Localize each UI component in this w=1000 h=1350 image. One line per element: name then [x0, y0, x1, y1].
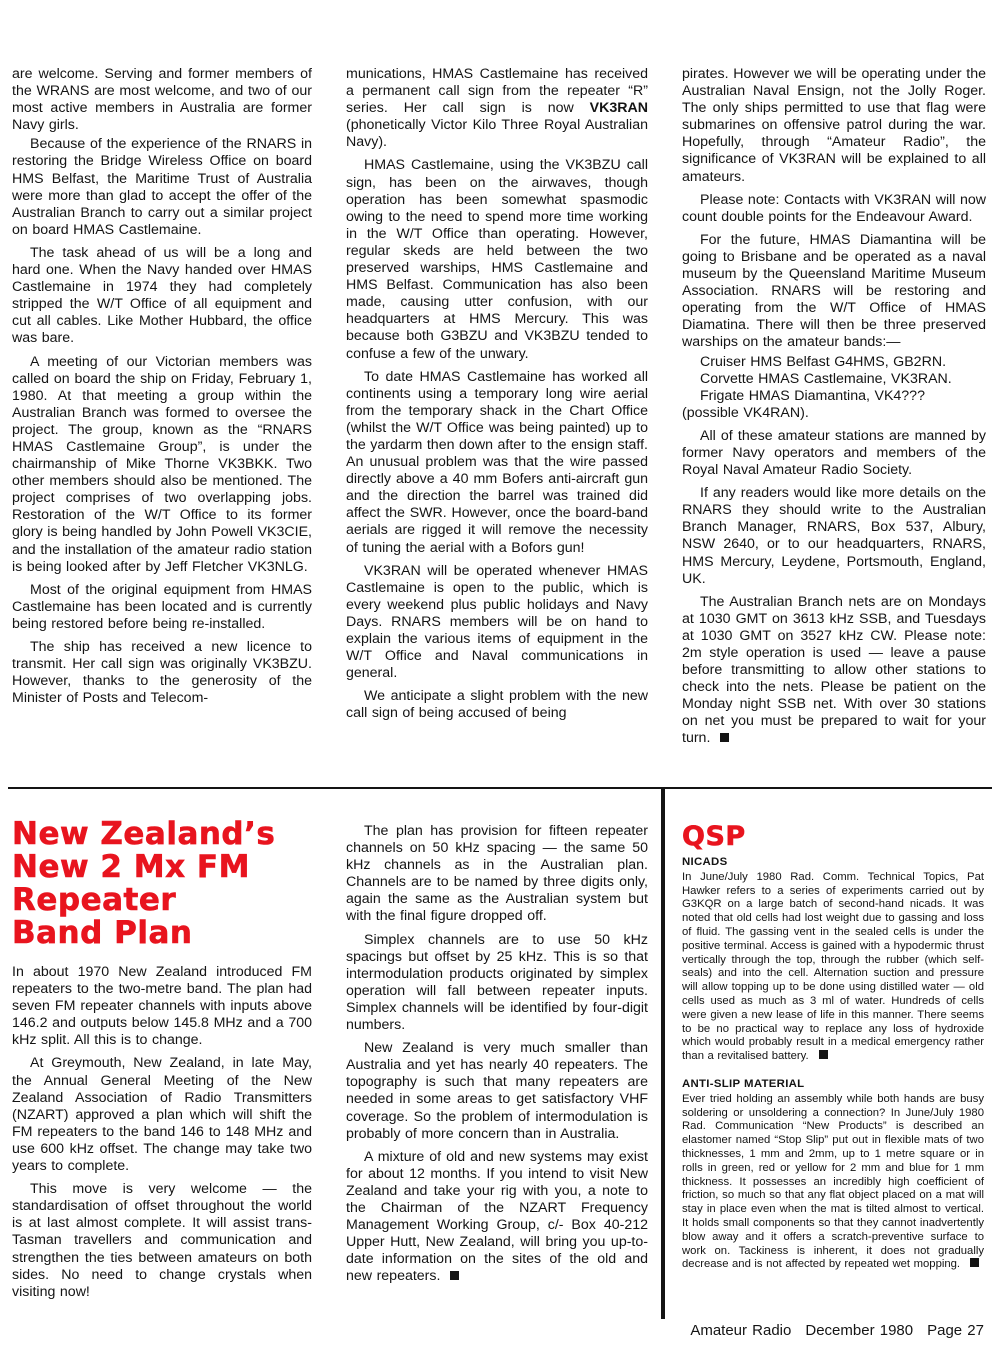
- text-run: Ever tried holding an assembly while both hands are busy soldering or unsoldering a connection? In June/July 1980 Rad. Communication “New Products” is described an elastomer named “Stop Slip” put out in flexible mats of two thicknesses, 1 mm and 2mm, up to 1 metre square or in rolls in green, red or yellow for 2 mm and blue for 1 mm thickness. It possesses an incredibly high coefficient of friction, so much so that any flat object placed on a mat will stay in place even when the mat is tilted almost to vertical. It holds small components so that they cannot inadvertently blow away and it offers a scratch-preventive surface to work on. Tackiness is inherent, it does not gradually decrease and is not affected by repeated wet mopping.: [682, 1092, 984, 1271]
- paragraph: pirates. However we will be operating under the Australian Naval Ensign, not the Jolly Roger. The only ships permitted to use that flag were submarines on offensive patrol during the war. Hopefully, through “Amateur Radio”, the significance of VK3RAN will be explained to all amateurs.: [682, 66, 986, 185]
- headline-line: New Zealand’s: [12, 816, 276, 852]
- antislip-heading: ANTI-SLIP MATERIAL: [682, 1077, 805, 1090]
- text-run: In June/July 1980 Rad. Comm. Technical Topics, Pat Hawker refers to a series of experiments carried out by G3KQR on a large batch of second-hand nicads. It was noted that old cells had lost weight due to gassing and loss of fluid. The gassing vent in the sealed cells is under the positive terminal. Access is gained with a hypodermic thrust vertically through the top, through the rubber (which self-seals) and into the cell. Alternation suction and pressure will allow topping up to be done using distilled water — old cells used as much as 3 ml of water. Hundreds of cells were given a new lease of life in this manner. There seems to be no practical way to replace any loss of hydroxide which would probably result in a medical emergency rather than a revitalised battery.: [682, 870, 984, 1063]
- nicads-text: [682, 871, 984, 1064]
- horizontal-divider: [8, 787, 992, 789]
- headline-line: New 2 Mx FM: [12, 849, 250, 885]
- ship-list-item: Corvette HMAS Castlemaine, VK3RAN.: [700, 370, 952, 387]
- paragraph: To date HMAS Castlemaine has worked all continents using a temporary long wire aerial from the temporary shack in the Chart Office (whilst the W/T Office was being painted) up to the yardarm then down after to the ensign staff. An unusual problem was that the wire passed directly above a 40 mm Bofers anti-aircraft gun and the direction the barrel was trained did affect the SWR. However, once the board-band aerials are rigged it will remove the necessity of tuning the aerial with a Bofors gun!: [346, 368, 648, 556]
- paragraph: A meeting of our Victorian members was called on board the ship on Friday, February 1, 1980. At that meeting a group within the Australian Branch was formed to oversee the project. The group, known as the “RNARS HMAS Castlemaine Group”, is under the chairmanship of Mike Thorne VK3BKK. Two other members should also be mentioned. The project comprises of two overlapping jobs. Restoration of the W/T Office to its former glory is being handled by John Powell VK3CIE, and the installation of the amateur radio station is being looked after by Jeff Fletcher VK3NLG.: [12, 353, 312, 575]
- text-run: The Australian Branch nets are on Mondays at 1030 GMT on 3613 kHz SSB, and Tuesdays at 1030 GMT on 3527 kHz CW. Please note: 2m style operation is used — leave a pause before transmitting to allow other stations to check into the nets. Please be patient on the Monday night SSB net. With over 30 stations on net you must be prepared to wait for your turn.: [682, 593, 986, 747]
- nz-article-column-2: [346, 823, 648, 1287]
- ship-list-note: (possible VK4RAN).: [682, 404, 809, 421]
- qsp-column: [682, 856, 984, 1272]
- vertical-divider: [661, 789, 665, 1319]
- qsp-section-title: QSP: [682, 821, 746, 852]
- headline-line: Band Plan: [12, 915, 193, 951]
- issue-date: December 1980: [805, 1322, 914, 1339]
- paragraph: In about 1970 New Zealand introduced FM repeaters to the two-metre band. The plan had seven FM repeater channels with inputs above 146.2 and outputs below 145.8 MHz and a 700 kHz split. All this is to change.: [12, 964, 312, 1049]
- text-run: munications, HMAS Castlemaine has received a permanent call sign from the repeater “R” series. Her call sign is now: [346, 66, 648, 117]
- paragraph: [346, 66, 648, 151]
- text-run: (phonetically Victor Kilo Three Royal Australian Navy).: [346, 117, 648, 151]
- paragraph: [682, 594, 986, 748]
- paragraph: are welcome. Serving and former members of the WRANS are most welcome, and two of our most active members in Australia are former Navy girls.: [12, 66, 312, 134]
- paragraph: Most of the original equipment from HMAS Castlemaine has been located and is currently being restored before being re-installed.: [12, 581, 312, 632]
- end-of-item-mark: [819, 1050, 828, 1059]
- paragraph: New Zealand is very much smaller than Australia and yet has nearly 40 repeaters. The topography is such that many repeaters are needed in some areas to get satisfactory VHF coverage. So the problem of intermodulation is probably of more concern than in Australia.: [346, 1040, 648, 1142]
- paragraph: The task ahead of us will be a long and hard one. When the Navy handed over HMAS Castlemaine in 1974 they had completely stripped the W/T Office of all equipment and cut all cables. Like Mother Hubbard, the office was bare.: [12, 244, 312, 347]
- paragraph: We anticipate a slight problem with the new call sign of being accused of being: [346, 688, 648, 722]
- paragraph: The ship has received a new licence to transmit. Her call sign was originally VK3BZU. However, thanks to the generosity of the Minister of Posts and Telecom-: [12, 639, 312, 707]
- paragraph: For the future, HMAS Diamantina will be going to Brisbane and be operated as a naval museum by the Queensland Maritime Museum Association. RNARS will be restoring and operating from the W/T Office of HMAS Diamatina. There will then be three preserved warships on the amateur bands:—: [682, 231, 986, 351]
- paragraph: Simplex channels are to use 50 kHz spacings but offset by 25 kHz. This is so that intermodulation products originated by simplex operation will fall between repeater inputs. Simplex channels will be identified by four-digit numbers.: [346, 931, 648, 1034]
- paragraph: If any readers would like more details on the RNARS they should write to the Australian Branch Manager, RNARS, Box 537, Albury, NSW 2640, or to our headquarters, RNARS, HMS Mercury, Leydene, Portsmouth, England, UK.: [682, 485, 986, 587]
- paragraph: [346, 1149, 648, 1286]
- ship-list-item: Frigate HMAS Diamantina, VK4???: [700, 387, 925, 404]
- paragraph: HMAS Castlemaine, using the VK3BZU call sign, has been on the airwaves, though operation has been somewhat spasmodic owing to the need to spend more time working in the W/T Office than operating. However, regular skeds are held between the two preserved warships, HMS Castlemaine and HMS Belfast. Communication has also been made, causing utter confusion, with our headquarters at HMS Mercury. This was because both G3BZU and VK3BZU tended to confuse a few of the unwary.: [346, 157, 648, 362]
- paragraph: VK3RAN will be operated whenever HMAS Castlemaine is open to the public, which is every weekend plus public holidays and Navy Days. RNARS members will be on hand to explain the various items of equipment in the W/T Office and Naval communications in general.: [346, 562, 648, 682]
- page-footer: [690, 1322, 984, 1340]
- article-headline: [12, 818, 312, 950]
- end-of-article-mark: [450, 1271, 459, 1280]
- article-column-3: [682, 66, 986, 750]
- paragraph: The plan has provision for fifteen repeater channels on 50 kHz spacing — the same 50 kHz channels as in the Australian plan. Channels are to be named by three digits only, again the same as the Australian system but with the final figure dropped off.: [346, 823, 648, 925]
- nz-article-column-1: [12, 964, 312, 1303]
- ship-list-item: Cruiser HMS Belfast G4HMS, GB2RN.: [700, 353, 947, 370]
- headline-line: Repeater: [12, 882, 177, 918]
- text-run: A mixture of old and new systems may exist for about 12 months. If you intend to visit New Zealand and take your rig with you, a note to the Chairman of the NZART Frequency Management Working Group, c/- Box 40-212 Upper Hutt, New Zealand, will bring you up-to-date information on the sites of the old and new repeaters.: [346, 1148, 648, 1285]
- magazine-name: Amateur Radio: [690, 1322, 792, 1339]
- nicads-heading: NICADS: [682, 856, 728, 868]
- antislip-text: [682, 1093, 984, 1272]
- paragraph: This move is very welcome — the standardisation of offset throughout the world is at last almost complete. It will assist trans-Tasman travellers and communication and strengthen the ties between amateurs on both sides. No need to change crystals when visiting now!: [12, 1181, 312, 1300]
- end-of-item-mark: [970, 1258, 979, 1267]
- paragraph: At Greymouth, New Zealand, in late May, the Annual General Meeting of the New Zealand Association of Radio Transmitters (NZART) approved a plan which will shift the FM repeaters to the band 146 to 148 MHz and use 600 kHz offset. The change may take two years to complete.: [12, 1055, 312, 1175]
- end-of-article-mark: [720, 733, 729, 742]
- article-column-1: [12, 66, 312, 709]
- paragraph: All of these amateur stations are manned by former Navy operators and members of the Royal Naval Amateur Radio Society.: [682, 427, 986, 479]
- paragraph: Because of the experience of the RNARS in restoring the Bridge Wireless Office on board HMS Belfast, the Maritime Trust of Australia were more than glad to accept the offer of the Australian Branch to carry out a similar project on board HMAS Castlemaine.: [12, 136, 312, 238]
- article-column-2: [346, 66, 648, 724]
- call-sign: VK3RAN: [589, 100, 648, 117]
- page-number: Page 27: [927, 1322, 984, 1339]
- paragraph: Please note: Contacts with VK3RAN will now count double points for the Endeavour Award.: [682, 191, 986, 225]
